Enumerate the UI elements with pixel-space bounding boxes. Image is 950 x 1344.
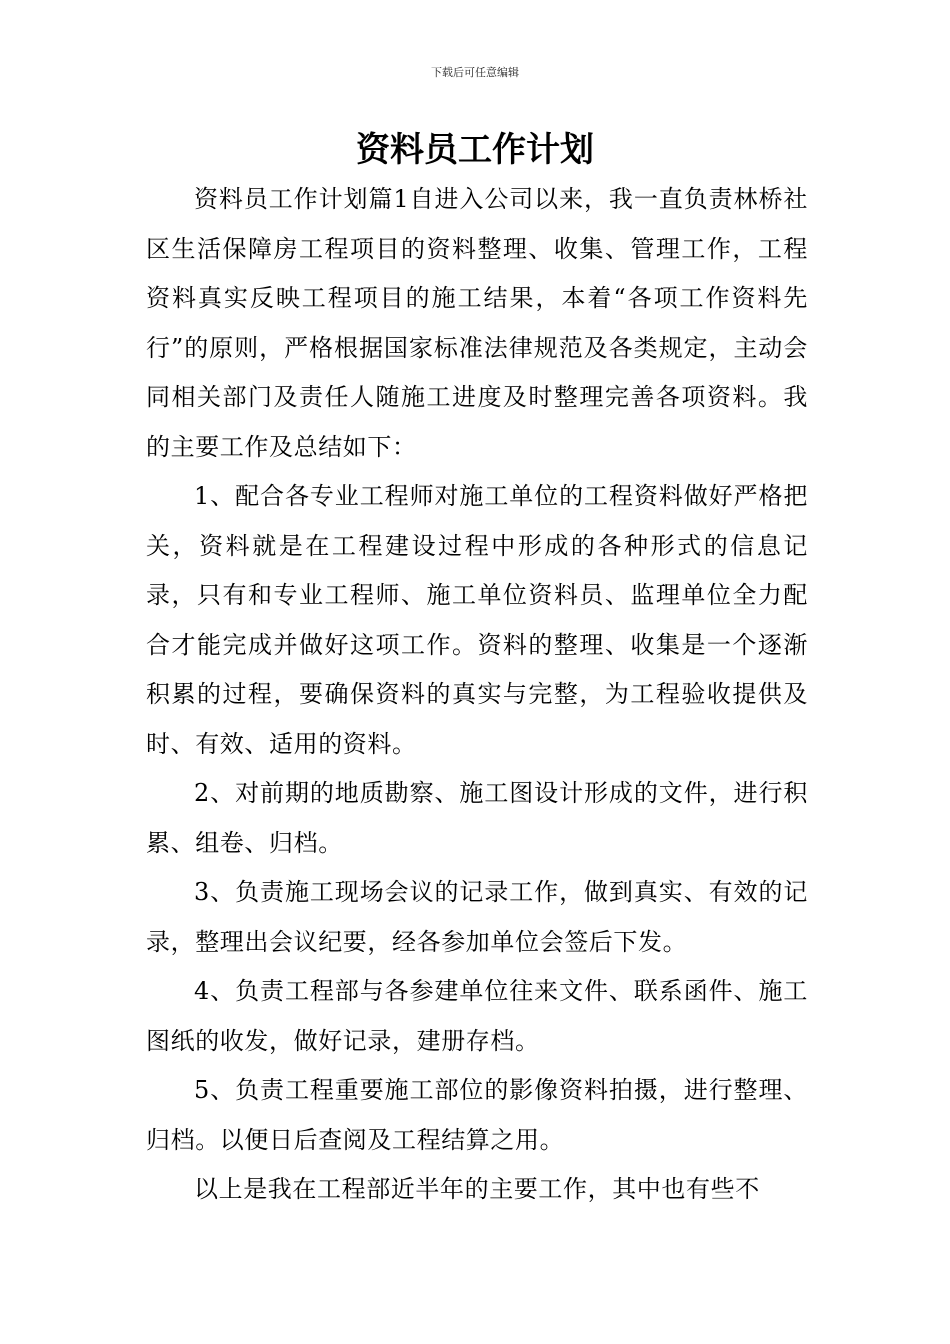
paragraph-intro: 资料员工作计划篇1自进入公司以来，我一直负责林桥社区生活保障房工程项目的资料整理、收集、管理工作，工程资料真实反映工程项目的施工结果，本着“各项工作资料先行”的原则，严格根据国家标准法律规范及各类规定，主动会同相关部门及责任人随施工进度及时整理完善各项资料。我的主要工作及总结如下：	[146, 185, 808, 461]
page-header-note: 下载后可任意编辑	[431, 66, 519, 79]
paragraph-item-5: 5、负责工程重要施工部位的影像资料拍摄，进行整理、归档。以便日后查阅及工程结算之用。	[146, 1076, 808, 1154]
document-title: 资料员工作计划	[356, 130, 594, 170]
paragraph-item-3: 3、负责施工现场会议的记录工作，做到真实、有效的记录，整理出会议纪要，经各参加单位会签后下发。	[146, 878, 808, 956]
paragraph-item-1: 1、配合各专业工程师对施工单位的工程资料做好严格把关，资料就是在工程建设过程中形成的各种形式的信息记录，只有和专业工程师、施工单位资料员、监理单位全力配合才能完成并做好这项工作。资料的整理、收集是一个逐渐积累的过程，要确保资料的真实与完整，为工程验收提供及时、有效、适用的资料。	[146, 482, 808, 758]
paragraph-item-2: 2、对前期的地质勘察、施工图设计形成的文件，进行积累、组卷、归档。	[146, 779, 808, 857]
paragraph-item-4: 4、负责工程部与各参建单位往来文件、联系函件、施工图纸的收发，做好记录，建册存档。	[146, 977, 808, 1055]
paragraph-summary: 以上是我在工程部近半年的主要工作，其中也有些不	[194, 1175, 760, 1203]
document-body	[146, 175, 808, 1215]
